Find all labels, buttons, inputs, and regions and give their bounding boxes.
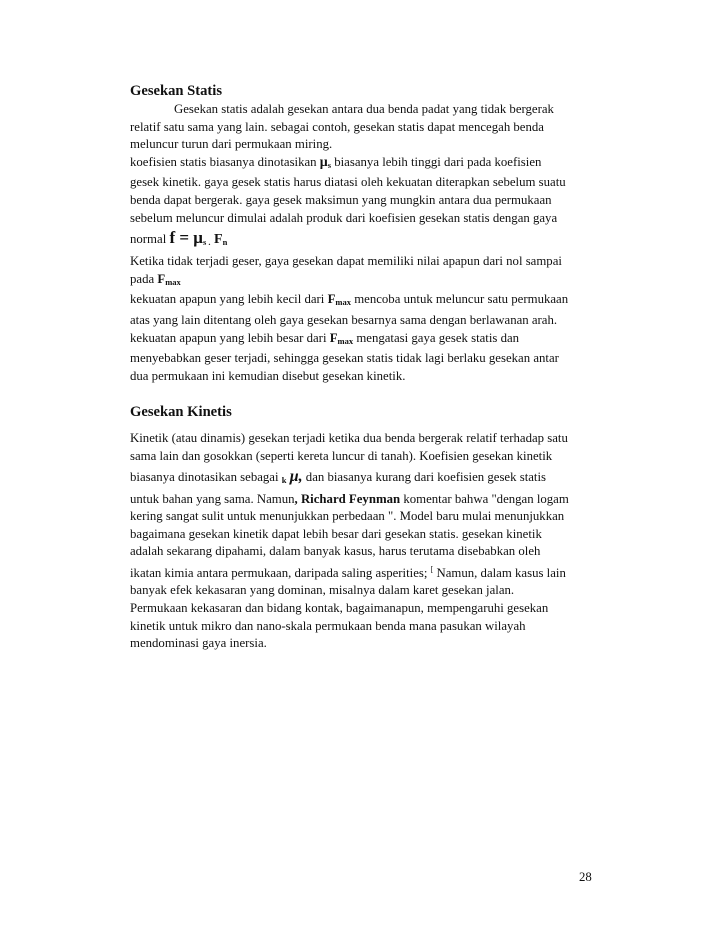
- text-run: mengatasi gaya gesek statis dan: [353, 330, 520, 345]
- paragraph-line: sama lain dan gosokkan (seperti kereta luncur di tanah). Koefisien gesekan kinetik: [130, 448, 553, 463]
- text-run: Namun, dalam kasus lain: [433, 565, 566, 580]
- subscript: n: [222, 237, 228, 248]
- paragraph-line: adalah sekarang dipahami, dalam banyak kasus, harus terutama disebabkan oleh: [130, 544, 541, 559]
- text-run: kekuatan apapun yang lebih kecil dari: [130, 292, 328, 307]
- fmax-symbol: F: [329, 330, 338, 345]
- paragraph-line: sebelum meluncur dimulai adalah produk dari koefisien gesekan statis dengan gaya: [130, 210, 558, 225]
- paragraph-line: gesek kinetik. gaya gesek statis harus diatasi oleh kekuatan diterapkan sebelum suatu: [130, 175, 566, 190]
- paragraph-line: atas yang lain ditentang oleh gaya gesekan besarnya sama dengan berlawanan arah.: [130, 312, 558, 327]
- text-run: dan biasanya kurang dari koefisien gesek statis: [302, 469, 547, 484]
- text-run: pada: [130, 271, 158, 286]
- paragraph-line: [130, 154, 600, 175]
- paragraph-line: [130, 271, 600, 292]
- fmax-symbol: F: [157, 271, 166, 286]
- name-richard-feynman: , Richard Feynman: [294, 491, 401, 506]
- subscript: k: [281, 474, 287, 485]
- subscript: max: [335, 297, 351, 308]
- text-run: untuk bahan yang sama. Namun: [130, 491, 295, 506]
- paragraph-line: Kinetik (atau dinamis) gesekan terjadi ketika dua benda bergerak relatif terhadap satu: [130, 431, 568, 446]
- paragraph-line: Gesekan statis adalah gesekan antara dua benda padat yang tidak bergerak: [174, 102, 554, 116]
- mu-symbol: μ: [319, 154, 328, 170]
- page-content: [130, 82, 600, 653]
- fmax-symbol: F: [327, 292, 336, 307]
- paragraph-line: [130, 561, 600, 583]
- text-run: ikatan kimia antara permukaan, daripada saling asperities;: [130, 565, 431, 580]
- formula-f-mu: f = μ: [169, 228, 203, 248]
- text-run: biasanya lebih tinggi dari pada koefisien: [331, 154, 542, 169]
- paragraph-line: [130, 466, 600, 491]
- paragraph-line: Ketika tidak terjadi geser, gaya gesekan dapat memiliki nilai apapun dari nol sampai: [130, 254, 562, 269]
- subscript: s: [327, 159, 332, 170]
- heading-gap: [130, 422, 600, 430]
- heading-gesekan-statis: Gesekan Statis: [130, 83, 223, 99]
- page-number: 28: [579, 870, 592, 884]
- subscript: s .: [202, 237, 211, 248]
- heading-gesekan-kinetis: Gesekan Kinetis: [130, 404, 232, 421]
- text-run: biasanya dinotasikan sebagai: [130, 469, 282, 484]
- paragraph-line: benda dapat bergerak. gaya gesek maksimun yang mungkin antara dua permukaan: [130, 192, 552, 207]
- paragraph-line: meluncur turun dari permukaan miring.: [130, 137, 333, 152]
- subscript: max: [337, 335, 354, 346]
- paragraph-line: kinetik untuk mikro dan nano-skala permukaan benda mana pasukan wilayah: [130, 618, 526, 633]
- paragraph-line: bagaimana gesekan kinetik dapat lebih besar dari gesekan statis. gesekan kinetik: [130, 526, 542, 541]
- text-run: komentar bahwa "dengan logam: [400, 491, 569, 506]
- paragraph-line: Permukaan kekasaran dan bidang kontak, bagaimanapun, mempengaruhi gesekan: [130, 601, 549, 616]
- text-run: koefisien statis biasanya dinotasikan: [130, 154, 320, 169]
- paragraph-line: kering sangat sulit untuk menunjukkan perbedaan ". Model baru mulai menunjukkan: [130, 509, 565, 524]
- paragraph-line: [130, 330, 600, 351]
- text-run: mencoba untuk meluncur satu permukaan: [351, 292, 569, 307]
- paragraph-line: menyebabkan geser terjadi, sehingga gesekan statis tidak lagi berlaku gesekan antar: [130, 351, 559, 366]
- subscript: max: [165, 276, 181, 287]
- formula-F: F: [210, 232, 223, 248]
- section-gap: [130, 385, 600, 403]
- paragraph-line: relatif satu sama yang lain. sebagai contoh, gesekan statis dapat mencegah benda: [130, 119, 544, 134]
- paragraph-line: [130, 291, 600, 312]
- text-run: normal: [130, 232, 170, 247]
- paragraph-line: dua permukaan ini kemudian disebut gesekan kinetik.: [130, 368, 406, 383]
- mu-symbol: μ,: [289, 467, 303, 485]
- citation-mark: [: [430, 564, 434, 574]
- paragraph-line: banyak efek kekasaran yang dominan, misalnya dalam karet gesekan jalan.: [130, 583, 515, 598]
- text-run: kekuatan apapun yang lebih besar dari: [130, 330, 330, 345]
- formula-line: [130, 227, 600, 253]
- paragraph-line: [130, 491, 600, 509]
- paragraph-line: mendominasi gaya inersia.: [130, 636, 267, 651]
- formula: [169, 228, 227, 247]
